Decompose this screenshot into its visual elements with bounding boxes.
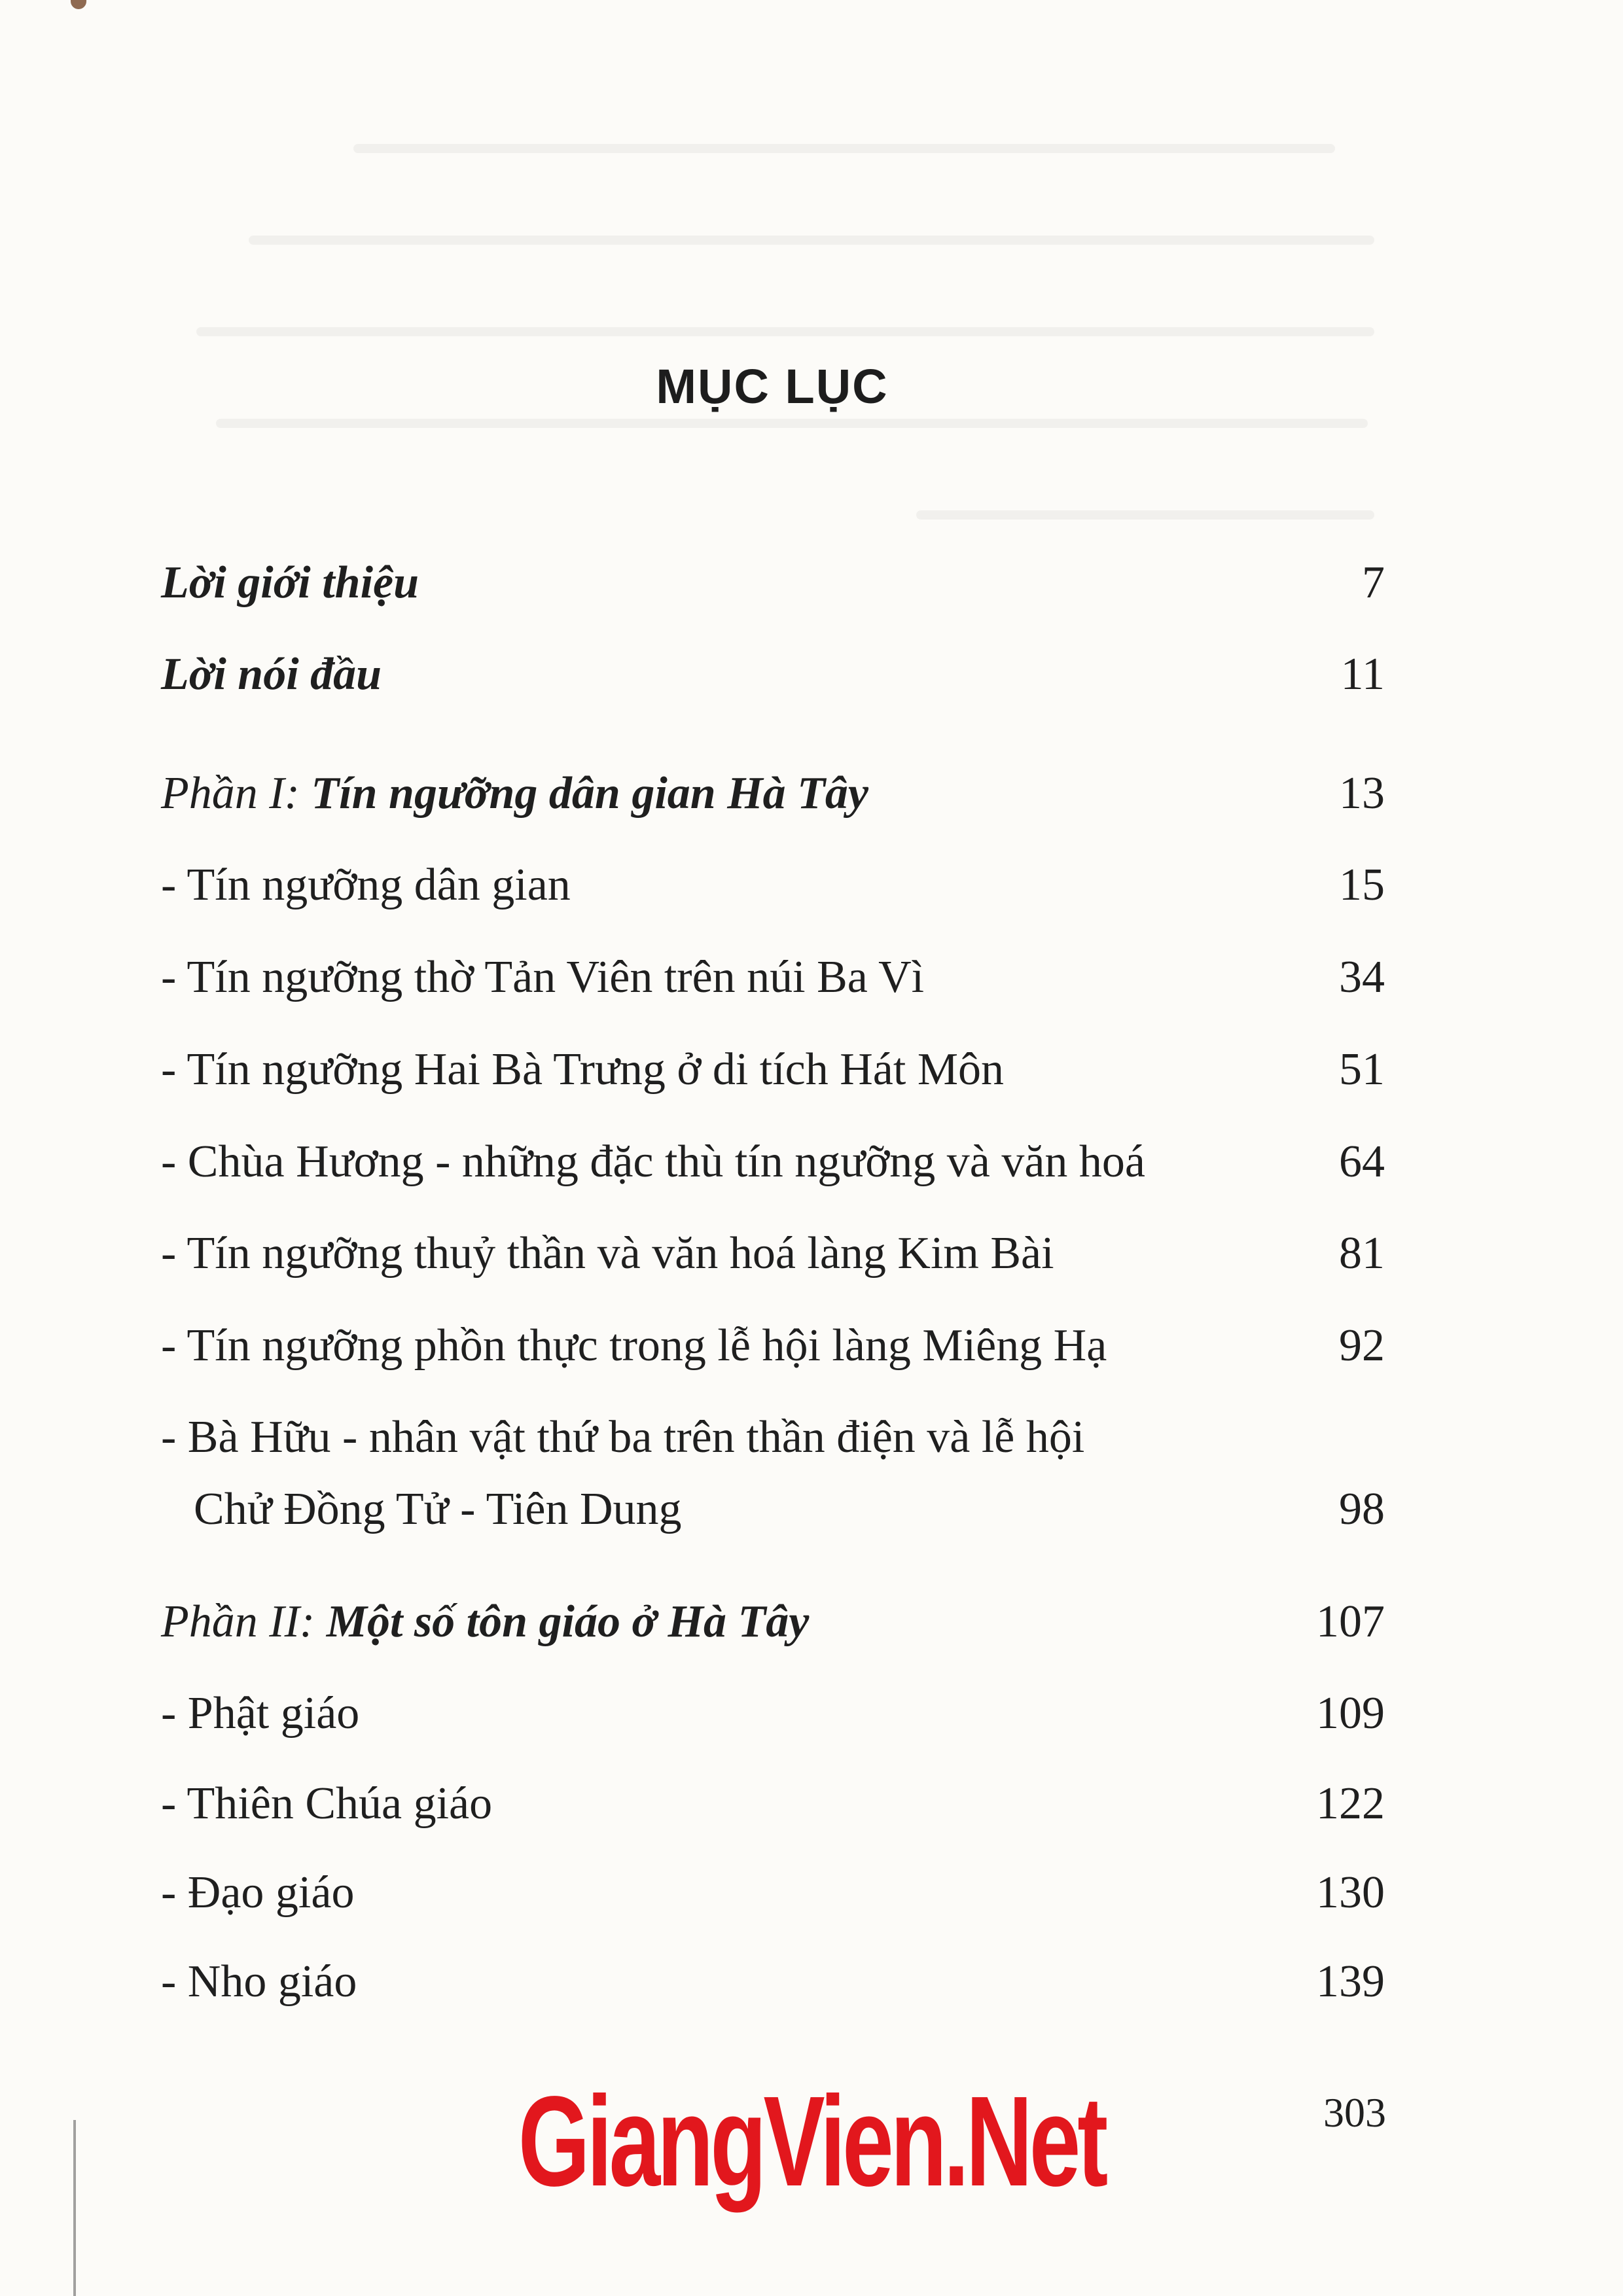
toc-entry-page: 15 <box>1339 860 1385 910</box>
toc-entry-label: Lời giới thiệu <box>161 557 419 608</box>
bleed-through-line <box>916 510 1374 520</box>
toc-entry-label: Lời nói đầu <box>161 649 382 699</box>
page-number: 303 <box>1323 2089 1386 2136</box>
toc-entry-page: 7 <box>1362 557 1385 608</box>
toc-section-label <box>161 1599 809 1645</box>
scan-edge-line <box>73 2120 76 2296</box>
bleed-through-line <box>216 419 1368 428</box>
toc-entry-page: 139 <box>1316 1956 1385 2007</box>
toc-entry-page: 13 <box>1339 768 1385 819</box>
toc-section-title: Tín ngưỡng dân gian Hà Tây <box>311 768 868 819</box>
toc-entry-page: 107 <box>1316 1597 1385 1647</box>
toc-entry-page: 51 <box>1339 1044 1385 1095</box>
toc-entry-label: - Bà Hữu - nhân vật thứ ba trên thần điện và lễ hội <box>161 1412 1085 1462</box>
bleed-through-line <box>353 144 1335 153</box>
toc-section-title: Một số tôn giáo ở Hà Tây <box>326 1597 810 1647</box>
toc-section-prefix: Phần I: <box>161 768 312 819</box>
toc-entry-page: 98 <box>1339 1484 1385 1534</box>
toc-entry-label: - Tín ngưỡng thuỷ thần và văn hoá làng Kim Bài <box>161 1228 1054 1279</box>
toc-entry-page: 34 <box>1339 952 1385 1002</box>
page-title: MỤC LỤC <box>656 359 889 414</box>
toc-entry-page: 109 <box>1316 1688 1385 1739</box>
toc-entry-page: 81 <box>1339 1228 1385 1279</box>
watermark-logo: GiangVien.Net <box>518 2070 1105 2213</box>
bleed-through-line <box>249 236 1374 245</box>
toc-section-label <box>161 768 868 819</box>
toc-entry-label: - Thiên Chúa giáo <box>161 1778 493 1829</box>
toc-entry-label: - Tín ngưỡng Hai Bà Trưng ở di tích Hát Môn <box>161 1044 1005 1095</box>
toc-entry-page: 64 <box>1339 1137 1385 1187</box>
toc-entry-label: - Tín ngưỡng phồn thực trong lễ hội làng Miêng Hạ <box>161 1320 1107 1371</box>
toc-section-prefix: Phần II: <box>161 1597 327 1647</box>
bleed-through-line <box>196 327 1374 336</box>
toc-entry-label: - Chùa Hương - những đặc thù tín ngưỡng và văn hoá <box>161 1137 1145 1187</box>
toc-entry-page: 122 <box>1316 1778 1385 1829</box>
toc-entry-page: 11 <box>1340 649 1385 699</box>
toc-entry-label-continuation: Chử Đồng Tử - Tiên Dung <box>194 1484 682 1534</box>
scan-corner-mark <box>71 0 86 9</box>
toc-entry-label: - Đạo giáo <box>161 1867 355 1918</box>
toc-entry-label: - Nho giáo <box>161 1956 357 2007</box>
toc-entry-label: - Tín ngưỡng thờ Tản Viên trên núi Ba Vì <box>161 952 925 1002</box>
toc-entry-page: 130 <box>1316 1867 1385 1918</box>
toc-entry-page: 92 <box>1339 1320 1385 1371</box>
toc-entry-label: - Tín ngưỡng dân gian <box>161 860 571 910</box>
toc-entry-label: - Phật giáo <box>161 1688 360 1739</box>
